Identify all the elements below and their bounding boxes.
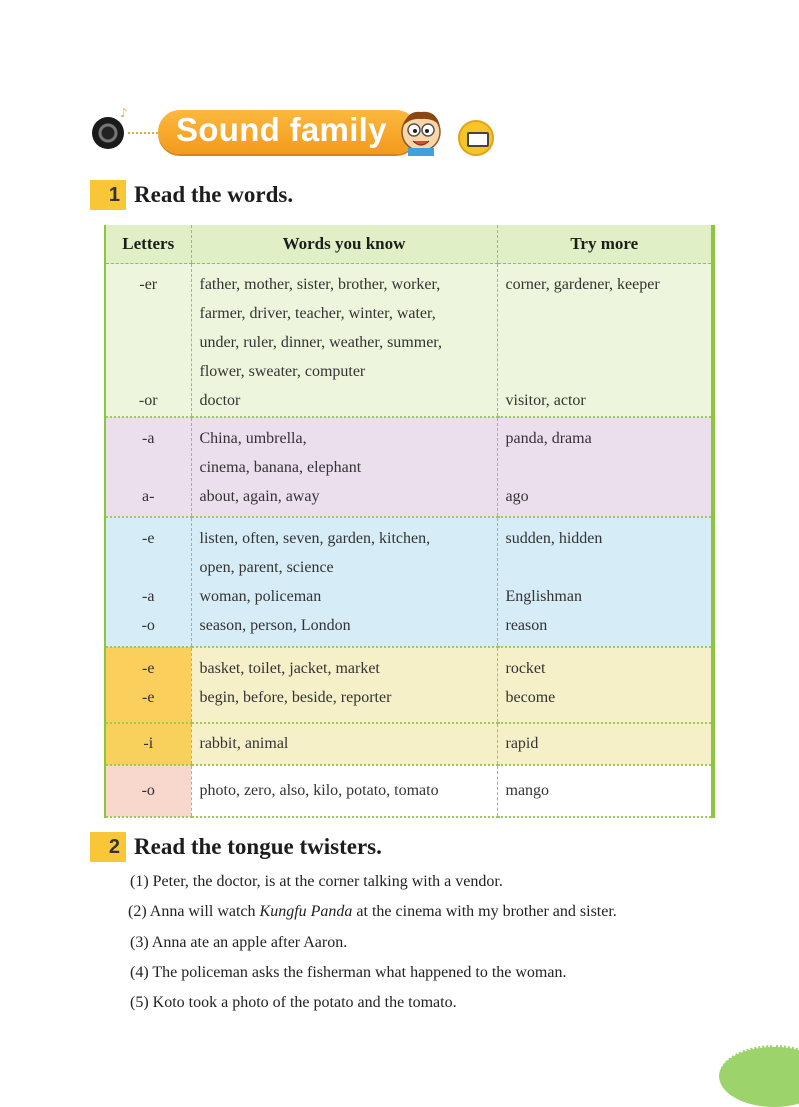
tongue-twister-5: (5) Koto took a photo of the potato and the tomato. (130, 994, 457, 1011)
word-line: rapid (505, 735, 539, 752)
try-more-cell (497, 517, 713, 647)
word-line: about, again, away (199, 488, 320, 505)
tongue-twister-3: (3) Anna ate an apple after Aaron. (130, 934, 348, 951)
word-line: rocket (505, 660, 546, 677)
table-row (105, 264, 713, 418)
letters-cell (105, 765, 191, 817)
header-try-more: Try more (497, 225, 713, 264)
word-line: flower, sweater, computer (199, 363, 366, 380)
word-line: reason (505, 617, 548, 634)
word-line: panda, drama (505, 430, 592, 447)
word-line: season, person, London (199, 617, 351, 634)
section-title: Read the tongue twisters. (134, 834, 382, 859)
letter: -o (141, 617, 155, 634)
letter: -e (142, 530, 155, 547)
letter: -a (142, 430, 155, 447)
table-row (105, 417, 713, 517)
sound-family-header (92, 106, 512, 158)
twister-text: (2) Anna will watch (128, 903, 256, 920)
words-cell (191, 517, 497, 647)
letter: a- (142, 488, 155, 505)
word-line: Englishman (505, 588, 582, 605)
letters-cell (105, 264, 191, 418)
try-more-cell (497, 417, 713, 517)
header-words-you-know: Words you know (191, 225, 497, 264)
word-line: become (505, 689, 556, 706)
try-more-cell (497, 647, 713, 723)
table-row (105, 765, 713, 817)
words-cell (191, 417, 497, 517)
letter (106, 553, 191, 582)
music-note-icon: ♪ (120, 106, 128, 120)
dotted-connector (128, 132, 158, 134)
section-number: 2 (90, 832, 126, 862)
sound-family-table (104, 225, 715, 818)
word-line: begin, before, beside, reporter (199, 689, 392, 706)
word-line: mango (505, 782, 550, 799)
word-line: China, umbrella, (199, 430, 307, 447)
word-line (506, 553, 712, 582)
tongue-twister-4: (4) The policeman asks the fisherman what happened to the woman. (130, 964, 567, 981)
table-row (105, 723, 713, 765)
letters-cell (105, 417, 191, 517)
word-line (506, 299, 712, 328)
word-line: rabbit, animal (199, 735, 289, 752)
word-line: cinema, banana, elephant (199, 459, 362, 476)
word-line: father, mother, sister, brother, worker, (199, 276, 441, 293)
section-number: 1 (90, 180, 126, 210)
letter: -i (143, 735, 154, 752)
letter: -a (142, 588, 155, 605)
try-more-cell (497, 264, 713, 418)
letter (106, 328, 191, 357)
words-cell (191, 264, 497, 418)
word-line: woman, policeman (199, 588, 322, 605)
words-cell (191, 723, 497, 765)
word-line: photo, zero, also, kilo, potato, tomato (199, 782, 439, 799)
letter: -o (141, 782, 155, 799)
table-row (105, 517, 713, 647)
word-line (506, 328, 712, 357)
word-line: visitor, actor (505, 392, 586, 409)
letter: -or (138, 392, 158, 409)
word-line: corner, gardener, keeper (505, 276, 660, 293)
page-title: Sound family (176, 111, 387, 148)
letters-cell (105, 723, 191, 765)
table-row (105, 647, 713, 723)
word-line (506, 357, 712, 386)
letter (106, 357, 191, 386)
word-line: listen, often, seven, garden, kitchen, (199, 530, 431, 547)
word-line: ago (505, 488, 529, 505)
page-corner-decoration (719, 1045, 799, 1107)
try-more-cell (497, 723, 713, 765)
word-line: farmer, driver, teacher, winter, water, (199, 305, 436, 322)
word-line: doctor (199, 392, 241, 409)
tongue-twister-1: (1) Peter, the doctor, is at the corner talking with a vendor. (130, 873, 503, 890)
speaker-icon[interactable] (92, 117, 124, 149)
twister-text: at the cinema with my brother and sister. (356, 903, 617, 920)
section-title: Read the words. (134, 182, 294, 207)
letter: -e (142, 689, 155, 706)
word-line: sudden, hidden (505, 530, 603, 547)
cartoon-boy-icon (394, 104, 448, 158)
letter (106, 453, 191, 482)
word-line: basket, toilet, jacket, market (199, 660, 380, 677)
letter: -e (142, 660, 155, 677)
word-line (506, 453, 712, 482)
header-letters: Letters (105, 225, 191, 264)
word-line: under, ruler, dinner, weather, summer, (199, 334, 442, 351)
letters-cell (105, 647, 191, 723)
words-cell (191, 765, 497, 817)
letters-cell (105, 517, 191, 647)
word-line: open, parent, science (199, 559, 334, 576)
words-cell (191, 647, 497, 723)
movie-title: Kungfu Panda (259, 903, 353, 920)
try-more-cell (497, 765, 713, 817)
cassette-tape-icon[interactable] (458, 120, 494, 156)
tongue-twister-2 (128, 903, 617, 921)
letter: -er (139, 276, 158, 293)
letter (106, 299, 191, 328)
